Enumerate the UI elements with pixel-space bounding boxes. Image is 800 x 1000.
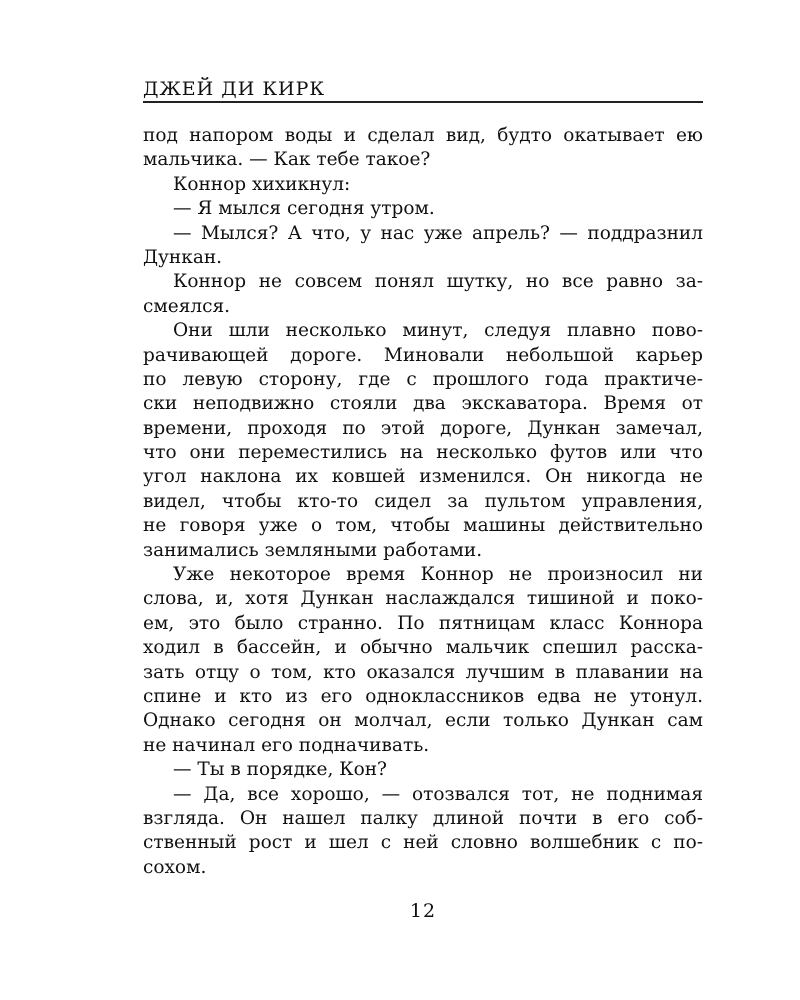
- text-line: спине и кто из его одноклассников едва не утонул.: [143, 685, 703, 707]
- text-line: Коннор хихикнул:: [173, 173, 351, 195]
- body-text: [143, 124, 703, 880]
- text-line: под напором воды и сделал вид, будто окатывает ею: [143, 125, 703, 146]
- text-line: что они переместились на несколько футов или что: [143, 442, 703, 464]
- text-line: угол наклона их ковшей изменился. Он никогда не: [143, 466, 703, 488]
- text-line: — Да, все хорошо, — отозвался тот, не поднимая: [173, 783, 703, 805]
- page-number: 12: [409, 900, 437, 922]
- text-line: по левую сторону, где с прошлого года практиче-: [143, 368, 703, 390]
- text-line: — Я мылся сегодня утром.: [173, 198, 435, 220]
- text-line: ски неподвижно стояли два экскаватора. Время от: [143, 393, 703, 415]
- text-line: занимались земляными работами.: [143, 539, 483, 561]
- text-line: взгляда. Он нашел палку длиной почти в его соб-: [143, 807, 703, 829]
- text-line: мальчика. — Как тебе такое?: [143, 149, 431, 171]
- text-line: Дункан.: [143, 246, 223, 268]
- text-line: — Ты в порядке, Кон?: [173, 759, 387, 781]
- text-line: сохом.: [143, 856, 207, 878]
- text-line: — Мылся? А что, у нас уже апрель? — поддразнил: [173, 222, 703, 244]
- text-line: слова, и, хотя Дункан наслаждался тишиной и поко-: [143, 588, 703, 610]
- text-line: ем, это было странно. По пятницам класс Коннора: [143, 612, 703, 634]
- text-line: не говоря уже о том, чтобы машины действительно: [143, 515, 703, 537]
- text-line: времени, проходя по этой дороге, Дункан замечал,: [143, 417, 703, 439]
- text-line: ственный рост и шел с ней словно волшебник с по-: [143, 832, 703, 854]
- text-line: Коннор не совсем понял шутку, но все равно за-: [173, 271, 703, 293]
- text-line: видел, чтобы кто-то сидел за пультом управления,: [143, 490, 703, 512]
- text-line: Уже некоторое время Коннор не произносил ни: [173, 564, 703, 586]
- text-line: рачивающей дороге. Миновали небольшой карьер: [143, 344, 703, 366]
- running-head: ДЖЕЙ ДИ КИРК: [143, 78, 326, 100]
- header-rule: [143, 101, 703, 103]
- text-line: ходил в бассейн, и обычно мальчик спешил расска-: [143, 637, 703, 659]
- text-line: не начинал его подначивать.: [143, 734, 430, 756]
- text-line: смеялся.: [143, 295, 231, 317]
- text-line: Они шли несколько минут, следуя плавно пово-: [173, 320, 703, 342]
- text-line: Однако сегодня он молчал, если только Дункан сам: [143, 710, 703, 732]
- text-line: зать отцу о том, кто оказался лучшим в плавании на: [143, 661, 703, 683]
